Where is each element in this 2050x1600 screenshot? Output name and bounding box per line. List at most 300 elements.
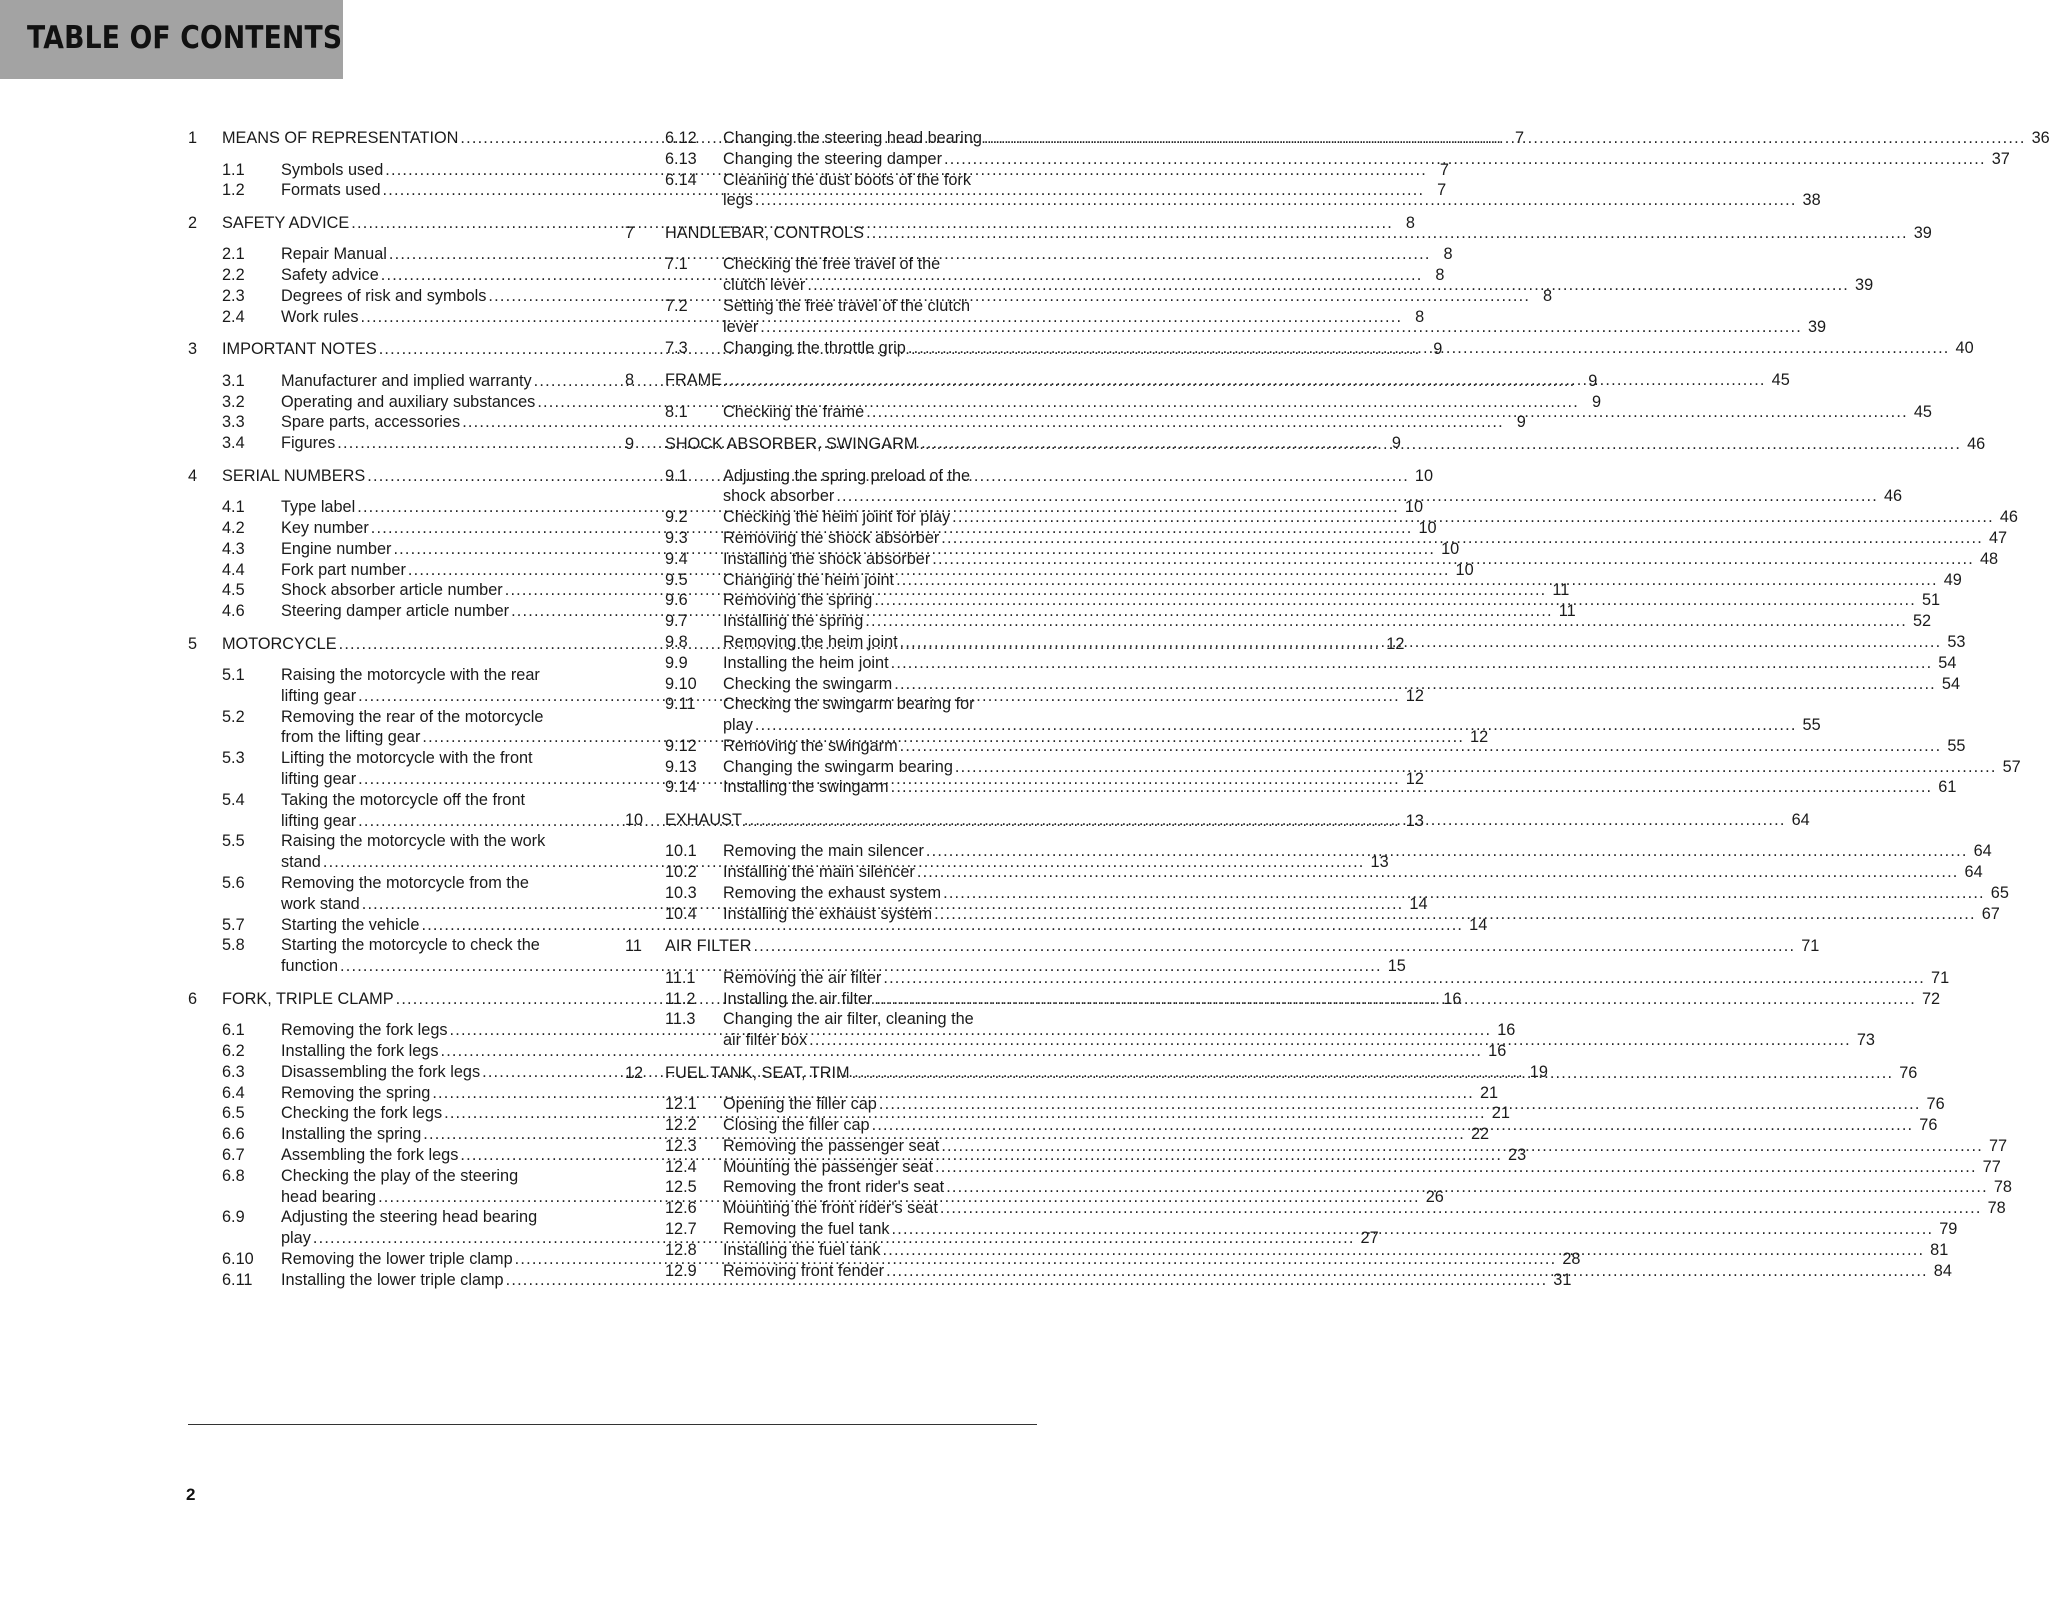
toc-entry-text	[723, 590, 1940, 611]
toc-entry-title: Removing the fuel tank	[723, 1220, 890, 1238]
toc-entry-title: Installing the fork legs	[281, 1042, 439, 1061]
toc-entry-title: Removing the spring	[281, 1083, 431, 1102]
toc-entry-number: 2	[188, 213, 198, 232]
toc-entry-number: 10	[625, 810, 644, 829]
toc-section-entry[interactable]	[625, 653, 1957, 674]
toc-entry-title: Repair Manual	[281, 245, 387, 264]
toc-entry-line	[723, 632, 1965, 653]
toc-entry-page: 72	[1922, 989, 1941, 1008]
toc-section-entry[interactable]	[625, 128, 2050, 149]
toc-entry-page: 21	[1491, 1104, 1510, 1123]
toc-entry-number: 6.10	[222, 1250, 254, 1268]
toc-entry-title-continued: lever	[723, 317, 759, 336]
toc-entry-title: Raising the motorcycle with the rear	[281, 666, 540, 685]
toc-entry-page: 10	[1418, 518, 1437, 537]
toc-entry-number: 5.1	[222, 666, 245, 685]
toc-entry-page: 12	[1386, 634, 1405, 653]
toc-entry-number: 9.7	[665, 612, 688, 631]
dot-leader	[955, 757, 1997, 778]
toc-entry-title: Checking the heim joint for play	[723, 508, 951, 527]
toc-entry-title: Steering damper article number	[281, 602, 510, 621]
toc-entry-title: Removing the lower triple clamp	[281, 1250, 513, 1268]
toc-entry-page: 38	[1802, 191, 1821, 210]
toc-entry-title: IMPORTANT NOTES	[222, 340, 377, 359]
toc-entry-line	[723, 1261, 1952, 1282]
toc-entry-title: Engine number	[281, 539, 392, 558]
toc-entry-number: 12.2	[665, 1116, 697, 1135]
toc-entry-page: 84	[1933, 1261, 1952, 1280]
toc-entry-page: 31	[1553, 1270, 1572, 1289]
toc-entry-line	[723, 190, 1821, 211]
dot-leader	[900, 736, 1942, 757]
toc-entry-page: 57	[2002, 757, 2021, 776]
toc-entry-number: 9.8	[665, 632, 688, 651]
toc-section-entry[interactable]	[625, 1094, 1945, 1115]
dot-leader	[891, 777, 1933, 798]
toc-entry-number: 3.3	[222, 413, 245, 432]
toc-entry-page: 9	[1591, 392, 1601, 411]
dot-leader	[896, 570, 1938, 591]
toc-entry-number: 12.9	[665, 1261, 697, 1280]
toc-entry-title-continued: function	[281, 957, 339, 976]
toc-entry-number: 12.4	[665, 1157, 697, 1176]
toc-entry-title: Installing the fuel tank	[723, 1240, 881, 1259]
toc-entry-text	[723, 549, 1998, 570]
toc-entry-number: 5.7	[222, 915, 245, 934]
toc-entry-number: 9.11	[665, 695, 696, 714]
toc-entry-line	[723, 402, 1932, 423]
toc-entry-number: 9.1	[665, 466, 688, 485]
toc-entry-text	[723, 757, 2021, 778]
toc-entry-line	[723, 1198, 2006, 1219]
toc-entry-page: 9	[1391, 434, 1401, 453]
toc-entry-title: Changing the steering damper	[723, 149, 943, 168]
toc-section-entry[interactable]	[625, 736, 1966, 757]
toc-entry-page: 9	[1433, 340, 1443, 359]
toc-entry-title: Checking the swingarm	[723, 674, 893, 693]
toc-entry-page: 7	[1439, 160, 1449, 179]
toc-entry-title: Changing the throttle grip	[723, 338, 906, 357]
toc-entry-number: 9.14	[665, 778, 697, 797]
toc-entry-number: 4.2	[222, 518, 245, 537]
page-number: 2	[186, 1485, 196, 1504]
toc-entry-number: 9.10	[665, 674, 697, 693]
toc-entry-text	[723, 338, 1974, 359]
toc-entry-text	[723, 694, 1821, 736]
toc-section-entry[interactable]	[188, 412, 1526, 433]
toc-entry-number: 6.9	[222, 1208, 245, 1227]
toc-entry-page: 52	[1912, 612, 1932, 631]
toc-section-entry[interactable]	[625, 402, 1932, 423]
dot-leader	[900, 632, 1942, 653]
dot-leader	[941, 528, 1983, 549]
toc-entry-page: 11	[1552, 581, 1570, 600]
toc-entry-number: 5.4	[222, 790, 245, 809]
toc-section-entry[interactable]	[625, 1198, 2006, 1219]
toc-entry-title: Checking the swingarm bearing for	[723, 695, 975, 714]
toc-entry-text	[723, 1094, 1945, 1115]
toc-entry-page: 64	[1964, 863, 1983, 882]
toc-entry-page: 9	[1516, 413, 1526, 432]
dot-leader	[917, 862, 1959, 883]
dot-leader	[984, 128, 2026, 149]
toc-entry-number: 1.2	[222, 181, 245, 200]
dot-leader	[940, 1198, 1982, 1219]
toc-entry-title: Safety advice	[281, 266, 379, 285]
toc-entry-title-continued: lifting gear	[281, 770, 357, 789]
toc-entry-title-continued: clutch lever	[723, 276, 806, 295]
toc-entry-number: 11.2	[665, 989, 696, 1008]
toc-entry-line	[723, 611, 1931, 632]
toc-entry-line	[723, 149, 2010, 170]
toc-section-entry[interactable]	[625, 968, 1950, 989]
toc-entry-text	[665, 1063, 1917, 1084]
toc-section-entry[interactable]	[625, 1136, 2008, 1157]
toc-entry-line	[723, 653, 1956, 674]
toc-section-entry[interactable]	[625, 149, 2010, 170]
toc-entry-page: 64	[1973, 842, 1992, 861]
toc-entry-title: Manufacturer and implied warranty	[281, 371, 532, 390]
toc-entry-number: 5	[188, 634, 198, 653]
toc-entry-line	[723, 777, 1956, 798]
toc-entry-number: 12.3	[665, 1136, 697, 1155]
toc-entry-line	[723, 989, 1940, 1010]
toc-entry-title: FORK, TRIPLE CLAMP	[222, 989, 394, 1008]
toc-entry-title: Type label	[281, 498, 356, 517]
toc-entry-text	[723, 170, 1821, 212]
toc-entry-number: 12.5	[665, 1178, 697, 1197]
toc-entry-number: 6.3	[222, 1062, 245, 1081]
toc-section-entry[interactable]	[625, 1240, 1949, 1261]
toc-entry-text	[723, 611, 1931, 632]
toc-entry-title: Removing the swingarm	[723, 736, 898, 755]
toc-entry-line	[723, 736, 1965, 757]
dot-leader	[866, 402, 1908, 423]
dot-leader	[836, 486, 1878, 507]
toc-entry-text	[665, 936, 1819, 957]
toc-entry-number: 6.5	[222, 1104, 245, 1123]
toc-entry-number: 4.1	[222, 498, 245, 517]
toc-entry-page: 37	[1991, 149, 2010, 168]
toc-chapter-entry[interactable]	[625, 434, 1986, 455]
toc-entry-text	[723, 507, 2018, 528]
toc-entry-title: Changing the heim joint	[723, 570, 895, 589]
toc-entry-number: 6.14	[665, 170, 697, 189]
toc-entry-text	[723, 653, 1956, 674]
dot-leader	[807, 275, 1849, 296]
header-tab	[0, 0, 343, 79]
toc-entry-title: Setting the free travel of the clutch	[723, 296, 971, 315]
toc-entry-line	[723, 715, 1821, 736]
toc-section-entry[interactable]	[625, 841, 1992, 862]
toc-entry-text	[723, 777, 1956, 798]
toc-section-entry[interactable]	[625, 757, 2021, 778]
toc-section-entry[interactable]	[625, 170, 1821, 212]
toc-entry-title-continued: play	[281, 1229, 311, 1248]
toc-section-entry[interactable]	[625, 254, 1874, 296]
toc-section-entry[interactable]	[188, 915, 1488, 936]
toc-entry-text	[723, 989, 1940, 1010]
toc-entry-line	[723, 128, 2050, 149]
toc-entry-title: Mounting the front rider's seat	[723, 1199, 938, 1218]
toc-entry-number: 9.9	[665, 653, 688, 672]
toc-entry-title: Removing front fender	[723, 1261, 885, 1280]
toc-entry-title-continued: head bearing	[281, 1187, 377, 1206]
toc-entry-text	[723, 254, 1873, 296]
toc-entry-title: Symbols used	[281, 160, 384, 179]
toc-entry-page: 76	[1926, 1095, 1945, 1114]
toc-entry-line	[723, 1240, 1948, 1261]
toc-entry-number: 8.1	[665, 402, 688, 421]
toc-entry-number: 4	[188, 466, 198, 485]
toc-entry-page: 77	[1982, 1157, 2001, 1176]
dot-leader	[755, 715, 1797, 736]
toc-entry-title: AIR FILTER	[665, 937, 752, 956]
dot-leader	[874, 989, 1916, 1010]
toc-entry-line	[723, 904, 2000, 925]
toc-entry-title: Removing the rear of the motorcycle	[281, 707, 544, 726]
toc-section-entry[interactable]	[625, 1115, 1938, 1136]
toc-entry-title: Figures	[281, 434, 336, 453]
toc-entry-page: 78	[1987, 1199, 2006, 1218]
toc-entry-number: 12.8	[665, 1240, 697, 1259]
toc-entry-line	[723, 674, 1960, 695]
toc-entry-title: SAFETY ADVICE	[222, 213, 350, 232]
dot-leader	[883, 968, 1925, 989]
toc-entry-page: 40	[1955, 338, 1974, 357]
toc-chapter-entry[interactable]	[625, 223, 1932, 244]
toc-entry-text	[723, 296, 1826, 338]
toc-entry-title-continued: legs	[723, 191, 753, 210]
toc-entry-title: Key number	[281, 518, 369, 537]
toc-entry-page: 10	[1414, 466, 1434, 485]
dot-leader	[866, 223, 1908, 244]
toc-entry-page: 8	[1435, 266, 1445, 285]
toc-entry-page: 45	[1913, 402, 1932, 421]
dot-leader	[919, 434, 1961, 455]
toc-entry-page: 16	[1497, 1021, 1516, 1040]
toc-entry-line	[723, 1157, 2001, 1178]
toc-section-entry[interactable]	[625, 674, 1961, 695]
toc-entry-page: 7	[1437, 181, 1447, 200]
toc-entry-title: Installing the exhaust system	[723, 904, 933, 923]
toc-entry-page: 51	[1922, 591, 1941, 610]
dot-leader	[908, 338, 1950, 359]
toc-entry-number: 3.2	[222, 392, 245, 411]
toc-entry-number: 10.3	[665, 884, 697, 903]
toc-entry-page: 64	[1791, 810, 1810, 829]
dot-leader	[892, 1219, 1934, 1240]
toc-entry-line	[723, 968, 1949, 989]
toc-entry-text	[723, 1115, 1937, 1136]
toc-entry-line	[665, 370, 1790, 391]
dot-leader	[926, 841, 1968, 862]
toc-entry-title: Changing the steering head bearing	[723, 129, 982, 147]
toc-entry-page: 14	[1409, 894, 1428, 913]
toc-entry-page: 71	[1931, 968, 1950, 987]
toc-entry-number: 4.5	[222, 581, 245, 600]
toc-entry-number: 10.2	[665, 863, 697, 882]
toc-entry-text	[665, 370, 1790, 391]
toc-entry-title: Installing the air filter	[723, 989, 873, 1008]
toc-entry-page: 54	[1938, 653, 1957, 672]
toc-section-entry[interactable]	[625, 1157, 2001, 1178]
toc-entry-line	[723, 570, 1962, 591]
toc-entry-page: 73	[1856, 1031, 1875, 1050]
toc-entry-page: 8	[1415, 307, 1425, 326]
toc-entry-text	[723, 1198, 2006, 1219]
dot-leader	[943, 883, 1985, 904]
toc-entry-number: 1.1	[222, 160, 245, 179]
toc-entry-line	[723, 590, 1940, 611]
toc-entry-title-continued: lifting gear	[281, 811, 357, 830]
toc-entry-page: 13	[1370, 853, 1389, 872]
toc-entry-title: Adjusting the spring preload of the	[723, 466, 971, 485]
toc-entry-title: Raising the motorcycle with the work	[281, 832, 546, 851]
toc-entry-page: 23	[1508, 1146, 1527, 1165]
toc-entry-number: 9.12	[665, 736, 697, 755]
toc-entry-title-continued: shock absorber	[723, 487, 835, 506]
toc-entry-number: 10.4	[665, 904, 697, 923]
toc-entry-page: 48	[1979, 549, 1999, 568]
toc-entry-number: 9.3	[665, 528, 688, 547]
toc-entry-title: Work rules	[281, 307, 359, 326]
page-title: TABLE OF CONTENTS	[27, 20, 343, 56]
toc-entry-title: Disassembling the fork legs	[281, 1062, 481, 1081]
toc-entry-title: MEANS OF REPRESENTATION	[222, 129, 459, 147]
dot-leader	[934, 904, 1976, 925]
toc-section-entry[interactable]	[625, 1219, 1958, 1240]
toc-entry-title: Shock absorber article number	[281, 581, 503, 600]
toc-entry-page: 28	[1562, 1250, 1581, 1268]
toc-entry-title: Changing the air filter, cleaning the	[723, 1010, 974, 1029]
toc-entry-page: 10	[1404, 498, 1424, 517]
toc-entry-page: 36	[2031, 129, 2050, 147]
toc-entry-page: 54	[1941, 674, 1961, 693]
toc-entry-text	[723, 402, 1932, 423]
toc-entry-page: 8	[1443, 245, 1453, 264]
toc-entry-line	[723, 757, 2021, 778]
toc-entry-page: 26	[1425, 1187, 1444, 1206]
toc-chapter-entry[interactable]	[625, 370, 1790, 391]
toc-entry-title: Installing the shock absorber	[723, 549, 931, 568]
dot-leader	[941, 1136, 1983, 1157]
toc-entry-page: 14	[1469, 915, 1488, 934]
toc-entry-page: 46	[1967, 434, 1986, 453]
toc-entry-number: 11.3	[665, 1010, 696, 1029]
toc-entry-page: 46	[1884, 487, 1903, 506]
toc-entry-page: 12	[1470, 728, 1489, 747]
toc-entry-number: 6.13	[665, 149, 697, 168]
toc-entry-number: 11	[625, 937, 642, 956]
toc-entry-page: 55	[1947, 736, 1966, 755]
toc-entry-title-continued: work stand	[281, 894, 360, 913]
toc-entry-number: 11.1	[665, 968, 696, 987]
toc-section-entry[interactable]	[625, 338, 1974, 359]
toc-entry-title: Checking the fork legs	[281, 1104, 443, 1123]
toc-entry-number: 9	[625, 434, 635, 453]
toc-entry-page: 16	[1443, 989, 1462, 1008]
toc-entry-title: Installing the spring	[281, 1125, 422, 1144]
dot-leader	[754, 936, 1796, 957]
toc-entry-number: 6.4	[222, 1083, 245, 1102]
toc-entry-page: 78	[1993, 1178, 2012, 1197]
toc-entry-title: Installing the heim joint	[723, 653, 889, 672]
toc-entry-number: 5.5	[222, 832, 245, 851]
toc-entry-text	[723, 904, 2000, 925]
toc-entry-title-continued: from the lifting gear	[281, 728, 421, 747]
toc-entry-page: 79	[1939, 1220, 1958, 1238]
toc-entry-page: 12	[1405, 770, 1424, 789]
toc-entry-page: 39	[1855, 276, 1874, 295]
toc-entry-number: 6.11	[222, 1270, 253, 1289]
toc-entry-title: SERIAL NUMBERS	[222, 466, 366, 485]
toc-section-entry[interactable]	[188, 1041, 1507, 1062]
toc-entry-page: 15	[1387, 957, 1406, 976]
toc-entry-number: 7	[625, 223, 635, 242]
toc-entry-number: 3.1	[222, 371, 245, 390]
toc-entry-page: 76	[1919, 1116, 1938, 1135]
dot-leader	[891, 653, 1933, 674]
toc-entry-number: 3	[188, 340, 198, 359]
toc-entry-number: 7.1	[665, 255, 688, 274]
toc-entry-number: 9.13	[665, 757, 697, 776]
toc-entry-page: 9	[1588, 371, 1598, 390]
toc-entry-number: 8	[625, 370, 635, 389]
dot-leader	[755, 190, 1797, 211]
toc-entry-number: 6.7	[222, 1146, 245, 1165]
toc-entry-page: 12	[1405, 686, 1424, 705]
toc-entry-page: 22	[1470, 1125, 1490, 1144]
toc-entry-line	[665, 223, 1932, 244]
toc-entry-text	[723, 883, 2009, 904]
dot-leader	[760, 317, 1802, 338]
toc-entry-title: Checking the play of the steering	[281, 1166, 519, 1185]
toc-entry-number: 10.1	[665, 842, 697, 861]
toc-entry-title: MOTORCYCLE	[222, 634, 337, 653]
toc-entry-number: 7.3	[665, 338, 688, 357]
toc-entry-page: 81	[1930, 1240, 1949, 1259]
toc-entry-page: 76	[1899, 1063, 1918, 1082]
dot-leader	[852, 1063, 1894, 1084]
toc-entry-number: 9.4	[665, 549, 688, 568]
dot-leader	[935, 1157, 1977, 1178]
dot-leader	[879, 1094, 1921, 1115]
toc-entry-number: 1	[188, 129, 198, 147]
toc-entry-text	[665, 810, 1810, 831]
toc-entry-page: 77	[1988, 1136, 2008, 1155]
toc-entry-title: Checking the frame	[723, 402, 865, 421]
toc-entry-page: 55	[1802, 716, 1821, 735]
toc-entry-line	[723, 1115, 1937, 1136]
toc-entry-page: 71	[1801, 937, 1820, 956]
toc-entry-title: Removing the fork legs	[281, 1021, 448, 1040]
toc-entry-text	[723, 528, 2007, 549]
toc-section-entry[interactable]	[188, 1083, 1499, 1104]
toc-entry-line	[723, 549, 1998, 570]
toc-entry-number: 7.2	[665, 296, 688, 315]
toc-entry-text	[723, 841, 1992, 862]
toc-section-entry[interactable]	[625, 296, 1827, 338]
toc-entry-page: 45	[1771, 370, 1790, 389]
toc-entry-title: Installing the spring	[723, 612, 864, 631]
dot-leader	[874, 590, 1916, 611]
toc-entry-page: 53	[1947, 632, 1966, 651]
toc-entry-text	[723, 1177, 2012, 1198]
toc-chapter-entry[interactable]	[625, 936, 1820, 957]
toc-entry-page: 49	[1943, 570, 1962, 589]
toc-entry-number: 6.12	[665, 129, 697, 147]
